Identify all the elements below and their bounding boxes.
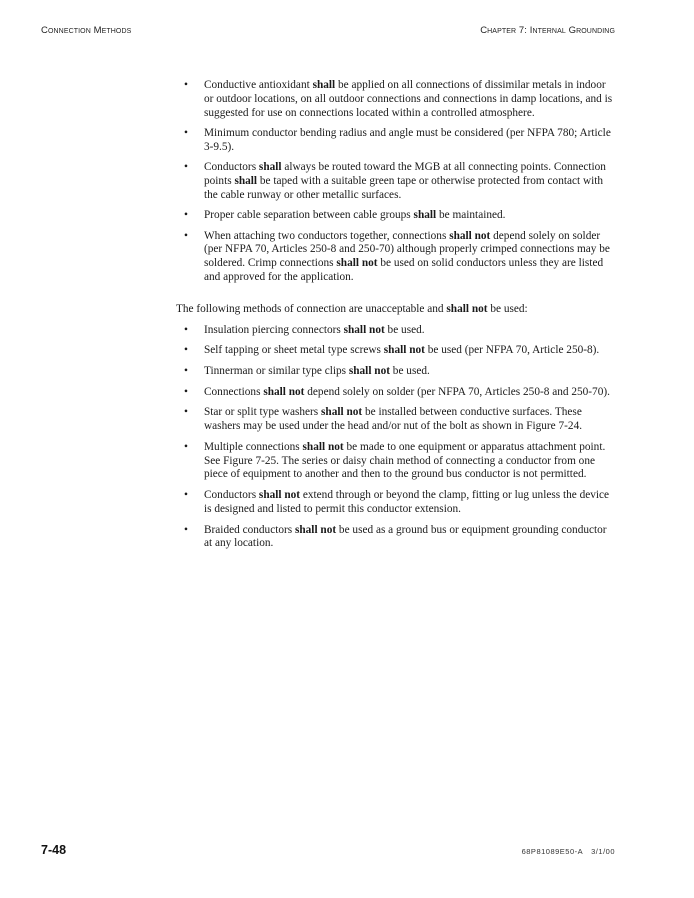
text-run: Multiple connections bbox=[204, 440, 303, 453]
list-item bbox=[176, 324, 616, 338]
text-run: depend solely on solder (per NFPA 70, Articles 250-8 and 250-70) although properly crimped connections may be soldered. Crimp connections bbox=[204, 229, 610, 270]
page-number: 7-48 bbox=[41, 843, 67, 857]
document-number: 68P81089E50-A bbox=[521, 847, 584, 856]
bullet-icon: • bbox=[184, 79, 188, 91]
list-item bbox=[176, 127, 616, 155]
list-item bbox=[176, 79, 616, 120]
list-item-text bbox=[204, 161, 606, 201]
emphasis-text: shall not bbox=[446, 302, 488, 315]
list-item bbox=[176, 441, 616, 482]
emphasis-text: shall not bbox=[302, 440, 344, 453]
bullet-icon: • bbox=[184, 209, 188, 222]
emphasis-text: shall not bbox=[321, 406, 363, 419]
body-content bbox=[176, 79, 616, 558]
emphasis-text: shall not bbox=[336, 257, 378, 270]
list-item-text bbox=[204, 324, 425, 336]
list-item-text bbox=[204, 127, 611, 153]
emphasis-text: shall not bbox=[343, 323, 385, 336]
text-run: Proper cable separation between cable groups bbox=[204, 209, 414, 222]
list-item bbox=[176, 489, 616, 517]
list-item-text bbox=[204, 489, 609, 515]
list-item-text bbox=[204, 406, 582, 432]
emphasis-text: shall bbox=[258, 161, 282, 174]
text-run: be used. bbox=[389, 364, 430, 377]
text-run: Conductors bbox=[204, 161, 259, 174]
text-run: Star or split type washers bbox=[204, 406, 322, 419]
text-run: be used: bbox=[487, 302, 528, 315]
list-item-text bbox=[204, 230, 610, 283]
text-run: extend through or beyond the clamp, fitting or lug unless the device is designed and listed to permit this conductor extension. bbox=[204, 489, 610, 515]
text-run: Self tapping or sheet metal type screws bbox=[204, 344, 384, 357]
text-run: The following methods of connection are unacceptable and bbox=[176, 302, 447, 315]
text-run: be made to one equipment or apparatus attachment point. See Figure 7-25. The series or daisy chain method of connecting a conductor from one piece of equipment to another and then to the ground bus conductor is not permitted. bbox=[204, 440, 606, 481]
requirements-list bbox=[176, 79, 616, 285]
bullet-icon: • bbox=[184, 406, 188, 419]
text-run: be used as a ground bus or equipment grounding conductor at any location. bbox=[204, 523, 607, 550]
list-item bbox=[176, 209, 616, 223]
bullet-icon: • bbox=[184, 523, 188, 536]
text-run: depend solely on solder (per NFPA 70, Articles 250-8 and 250-70). bbox=[304, 385, 610, 398]
emphasis-text: shall not bbox=[258, 489, 301, 502]
bullet-icon: • bbox=[184, 126, 188, 139]
text-run: always be routed toward the MGB at all connecting points. Connection points bbox=[204, 161, 606, 187]
list-item-text bbox=[204, 209, 505, 221]
emphasis-text: shall not bbox=[294, 523, 337, 536]
text-run: be taped with a suitable green tape or otherwise protected from contact with the cable runway or other metallic surfaces. bbox=[204, 174, 604, 201]
text-run: Insulation piercing connectors bbox=[204, 323, 344, 336]
list-item bbox=[176, 406, 616, 434]
list-item bbox=[176, 230, 616, 285]
list-item bbox=[176, 365, 616, 379]
header-chapter-title: Chapter 7: Internal Grounding bbox=[480, 25, 615, 36]
emphasis-text: shall not bbox=[263, 385, 305, 398]
text-run: be used (per NFPA 70, Article 250-8). bbox=[424, 344, 600, 357]
bullet-icon: • bbox=[184, 385, 188, 398]
emphasis-text: shall not bbox=[449, 229, 491, 242]
list-item-text bbox=[204, 344, 599, 356]
text-run: be applied on all connections of dissimilar metals in indoor or outdoor locations, on all outdoor connections and connections in damp locations, and is suggested for use on connections located within a controlled atmosphere. bbox=[204, 79, 613, 119]
list-item bbox=[176, 161, 616, 202]
list-item bbox=[176, 386, 616, 400]
text-run: be installed between conductive surfaces. These washers may be used under the head and/or nut of the bolt as shown in Figure 7-24. bbox=[204, 406, 583, 433]
list-item-text bbox=[204, 441, 605, 481]
emphasis-text: shall bbox=[413, 209, 437, 222]
text-run: be maintained. bbox=[436, 209, 506, 222]
text-run: be used. bbox=[384, 323, 425, 336]
bullet-icon: • bbox=[184, 489, 188, 502]
bullet-icon: • bbox=[184, 229, 188, 242]
bullet-icon: • bbox=[184, 344, 188, 357]
text-run: Conductive antioxidant bbox=[204, 79, 313, 91]
text-run: Conductors bbox=[204, 489, 259, 502]
text-run: be used on solid conductors unless they are listed and approved for the application. bbox=[204, 257, 604, 283]
bullet-icon: • bbox=[184, 161, 188, 174]
bullet-icon: • bbox=[184, 440, 188, 453]
emphasis-text: shall not bbox=[348, 364, 390, 377]
bullet-icon: • bbox=[184, 323, 188, 336]
emphasis-text: shall bbox=[312, 79, 336, 91]
emphasis-text: shall bbox=[234, 174, 258, 187]
text-run: Braided conductors bbox=[204, 523, 295, 536]
header-section-title: Connection Methods bbox=[41, 25, 132, 36]
unacceptable-methods-intro bbox=[176, 303, 616, 317]
footer-doc-info bbox=[522, 847, 615, 856]
text-run: Tinnerman or similar type clips bbox=[204, 364, 349, 377]
list-item-text bbox=[204, 79, 612, 119]
text-run: Minimum conductor bending radius and angle must be considered (per NFPA 780; Article 3-9.5). bbox=[204, 126, 611, 153]
list-item bbox=[176, 344, 616, 358]
publication-date: 3/1/00 bbox=[591, 847, 615, 856]
list-item bbox=[176, 524, 616, 552]
text-run: When attaching two conductors together, connections bbox=[204, 229, 450, 242]
list-item-text bbox=[204, 386, 610, 398]
unacceptable-methods-list bbox=[176, 324, 616, 552]
bullet-icon: • bbox=[184, 364, 188, 377]
text-run: Connections bbox=[204, 385, 264, 398]
list-item-text bbox=[204, 365, 430, 377]
list-item-text bbox=[204, 524, 607, 550]
emphasis-text: shall not bbox=[383, 344, 425, 357]
